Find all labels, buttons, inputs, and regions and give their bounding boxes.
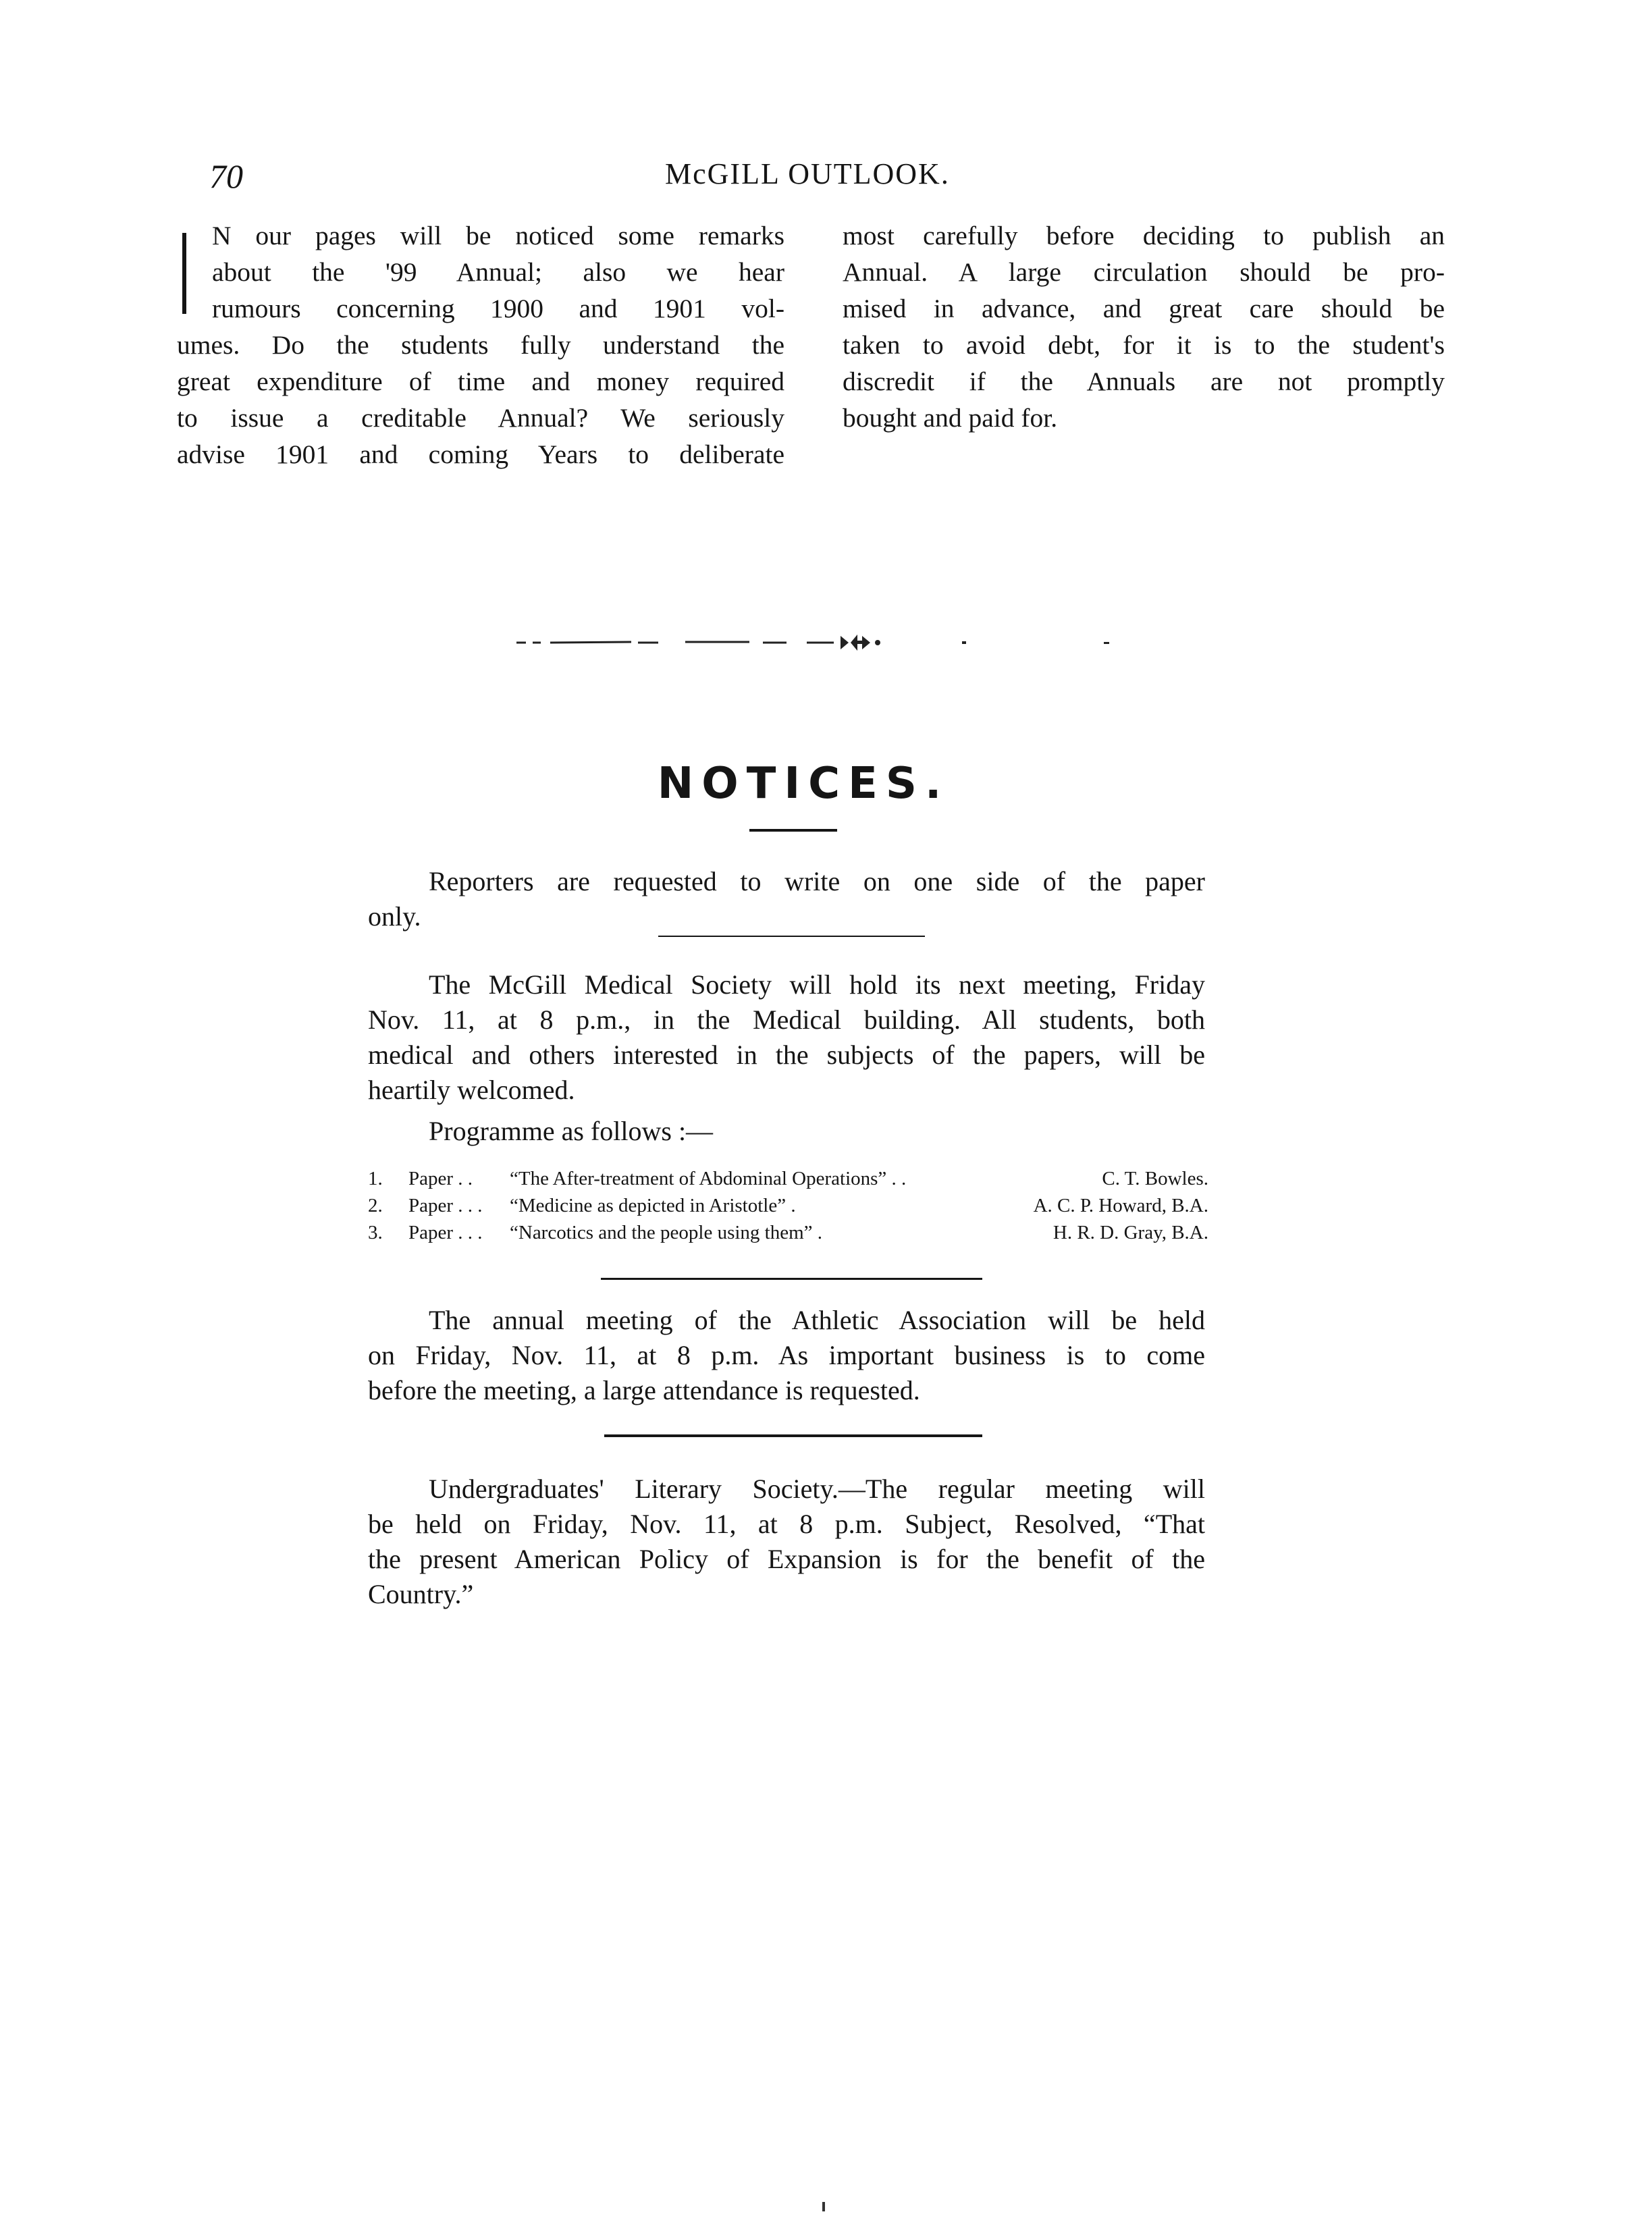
notice-athletic-association [368,1303,1205,1408]
notice-line: medical and others interested in the subjects of the papers, will be [368,1040,1205,1070]
programme-speaker: H. R. D. Gray, B.A. [1053,1222,1208,1243]
programme-number: 2. [368,1195,383,1216]
notice-divider [601,1278,982,1280]
programme-title: “The After-treatment of Abdominal Operations” . . [510,1168,907,1189]
notice-line: Nov. 11, at 8 p.m., in the Medical building. All students, both [368,1004,1205,1035]
notice-reporters [368,864,1205,934]
editorial-line: most carefully before deciding to publish an [843,221,1445,250]
notice-line: The annual meeting of the Athletic Association will be held [429,1305,1205,1335]
notice-line: on Friday, Nov. 11, at 8 p.m. As important business is to come [368,1340,1205,1370]
programme-speaker: A. C. P. Howard, B.A. [1033,1195,1208,1216]
notice-divider [658,936,925,937]
editorial-line: discredit if the Annuals are not promptly [843,367,1445,396]
programme-number: 3. [368,1222,383,1243]
notice-line: The McGill Medical Society will hold its next meeting, Friday [429,969,1205,1000]
editorial-line: N our pages will be noticed some remarks [212,221,784,250]
editorial-line: great expenditure of time and money required [177,367,784,396]
editorial-line: about the '99 Annual; also we hear [212,257,784,287]
editorial-line: Annual. A large circulation should be pro- [843,257,1445,287]
running-head: McGILL OUTLOOK. [665,157,950,190]
programme-row [368,1192,1208,1219]
notice-line: before the meeting, a large attendance is requested. [368,1375,920,1405]
heading-rule [749,829,837,832]
programme-intro: Programme as follows :— [429,1116,714,1146]
programme-title: “Medicine as depicted in Aristotle” . [510,1195,796,1216]
notice-line: Country.” [368,1579,474,1609]
notice-line: only. [368,901,421,932]
notice-medical-society [368,967,1205,1108]
editorial-line: to issue a creditable Annual? We seriously [177,403,784,433]
ornamental-separator [516,628,1138,655]
programme-kind: Paper . . [408,1168,473,1189]
notice-line: the present American Policy of Expansion is for the benefit of the [368,1544,1205,1574]
notices-heading: NOTICES. [657,759,950,809]
editorial-line: mised in advance, and great care should be [843,294,1445,323]
notice-line: heartily welcomed. [368,1075,575,1105]
editorial-line: rumours concerning 1900 and 1901 vol- [212,294,784,323]
page-number: 70 [209,157,243,195]
notice-divider [604,1434,982,1437]
programme-row [368,1219,1208,1246]
programme-kind: Paper . . . [408,1222,483,1243]
programme-number: 1. [368,1168,383,1189]
programme-title: “Narcotics and the people using them” . [510,1222,823,1243]
editorial-line: bought and paid for. [843,403,1058,433]
editorial-left-column [177,217,784,473]
editorial-line: advise 1901 and coming Years to deliberate [177,439,784,469]
notice-line: Reporters are requested to write on one side of the paper [429,866,1205,896]
notice-line: Undergraduates' Literary Society.—The regular meeting will [429,1474,1205,1504]
programme-row [368,1165,1208,1192]
programme-kind: Paper . . . [408,1195,483,1216]
programme-list [368,1165,1208,1246]
print-mark [822,2202,825,2211]
programme-speaker: C. T. Bowles. [1102,1168,1208,1189]
editorial-line: umes. Do the students fully understand the [177,330,784,360]
editorial-line: taken to avoid debt, for it is to the student's [843,330,1445,360]
notice-literary-society [368,1472,1205,1612]
notice-line: be held on Friday, Nov. 11, at 8 p.m. Subject, Resolved, “That [368,1509,1205,1539]
editorial-right-column [843,217,1445,436]
